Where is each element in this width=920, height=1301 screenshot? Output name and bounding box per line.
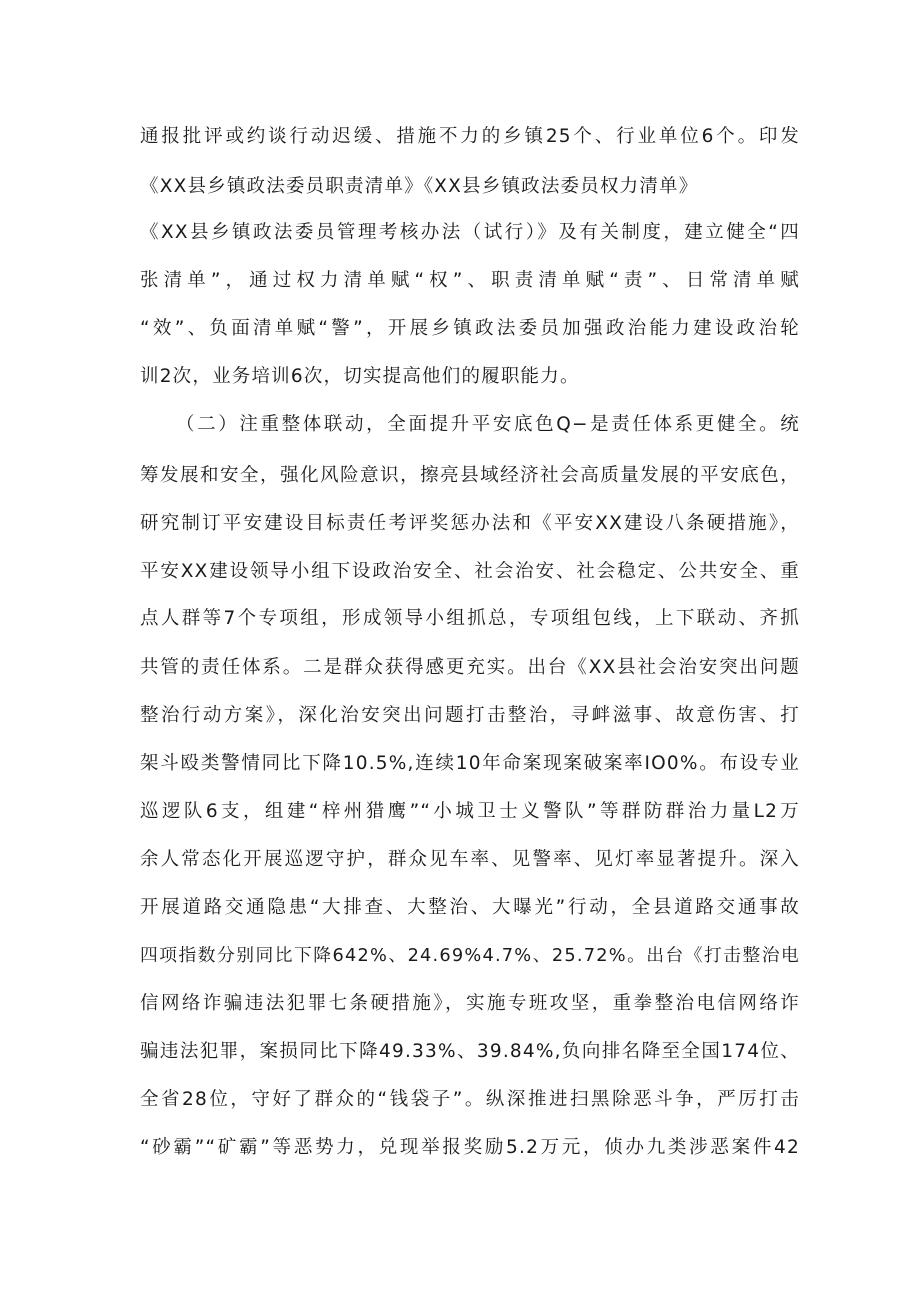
text-line: 平安XX建设领导小组下设政治安全、社会治安、社会稳定、公共安全、重 <box>140 561 800 582</box>
text-line: 《XX县乡镇政法委员管理考核办法（试行）》及有关制度，建立健全“四 <box>140 222 800 243</box>
text-line: 共管的责任体系。二是群众获得感更充实。出台《XX县社会治安突出问题 <box>140 657 800 678</box>
text-line: 张清单”，通过权力清单赋“权”、职责清单赋“责”、日常清单赋 <box>140 270 800 291</box>
text-line: 《XX县乡镇政法委员职责清单》《XX县乡镇政法委员权力清单》 <box>140 176 699 197</box>
text-line: 骗违法犯罪，案损同比下降49.33%、39.84%,负向排名降至全国174位、 <box>140 1041 800 1062</box>
text-line: 训2次，业务培训6次，切实提高他们的履职能力。 <box>140 366 580 387</box>
text-line: 全省28位，守好了群众的“钱袋子”。纵深推进扫黑除恶斗争，严厉打击 <box>140 1089 800 1110</box>
text-line: 点人群等7个专项组，形成领导小组抓总，专项组包线，上下联动、齐抓 <box>140 608 800 629</box>
section-heading-line: （二）注重整体联动，全面提升平安底色Q−是责任体系更健全。统 <box>176 414 800 435</box>
text-line: 架斗殴类警情同比下降10.5%,连续10年命案现案破案率IO0%。布设专业 <box>140 753 800 774</box>
text-line: 研究制订平安建设目标责任考评奖惩办法和《平安XX建设八条硬措施》， <box>140 513 800 534</box>
text-line: 余人常态化开展巡逻守护，群众见车率、见警率、见灯率显著提升。深入 <box>140 849 800 870</box>
text-line: 通报批评或约谈行动迟缓、措施不力的乡镇25个、行业单位6个。印发 <box>140 126 800 147</box>
text-line: “砂霸”“矿霸”等恶势力，兑现举报奖励5.2万元，侦办九类涉恶案件42 <box>140 1137 800 1158</box>
text-line: 开展道路交通隐患“大排查、大整治、大曝光”行动，全县道路交通事故 <box>140 897 800 918</box>
text-line: 信网络诈骗违法犯罪七条硬措施》，实施专班攻坚，重拳整治电信网络诈 <box>140 993 800 1014</box>
text-line: 四项指数分别同比下降642%、24.69%4.7%、25.72%。出台《打击整治电 <box>140 946 800 966</box>
text-line: 整治行动方案》，深化治安突出问题打击整治，寻衅滋事、故意伤害、打 <box>140 705 800 726</box>
text-line: “效”、负面清单赋“警”，开展乡镇政法委员加强政治能力建设政治轮 <box>140 318 800 339</box>
text-line: 筹发展和安全，强化风险意识，擦亮县域经济社会高质量发展的平安底色， <box>140 465 800 486</box>
text-line: 巡逻队6支，组建“梓州猎鹰”“小城卫士义警队”等群防群治力量L2万 <box>140 801 800 822</box>
